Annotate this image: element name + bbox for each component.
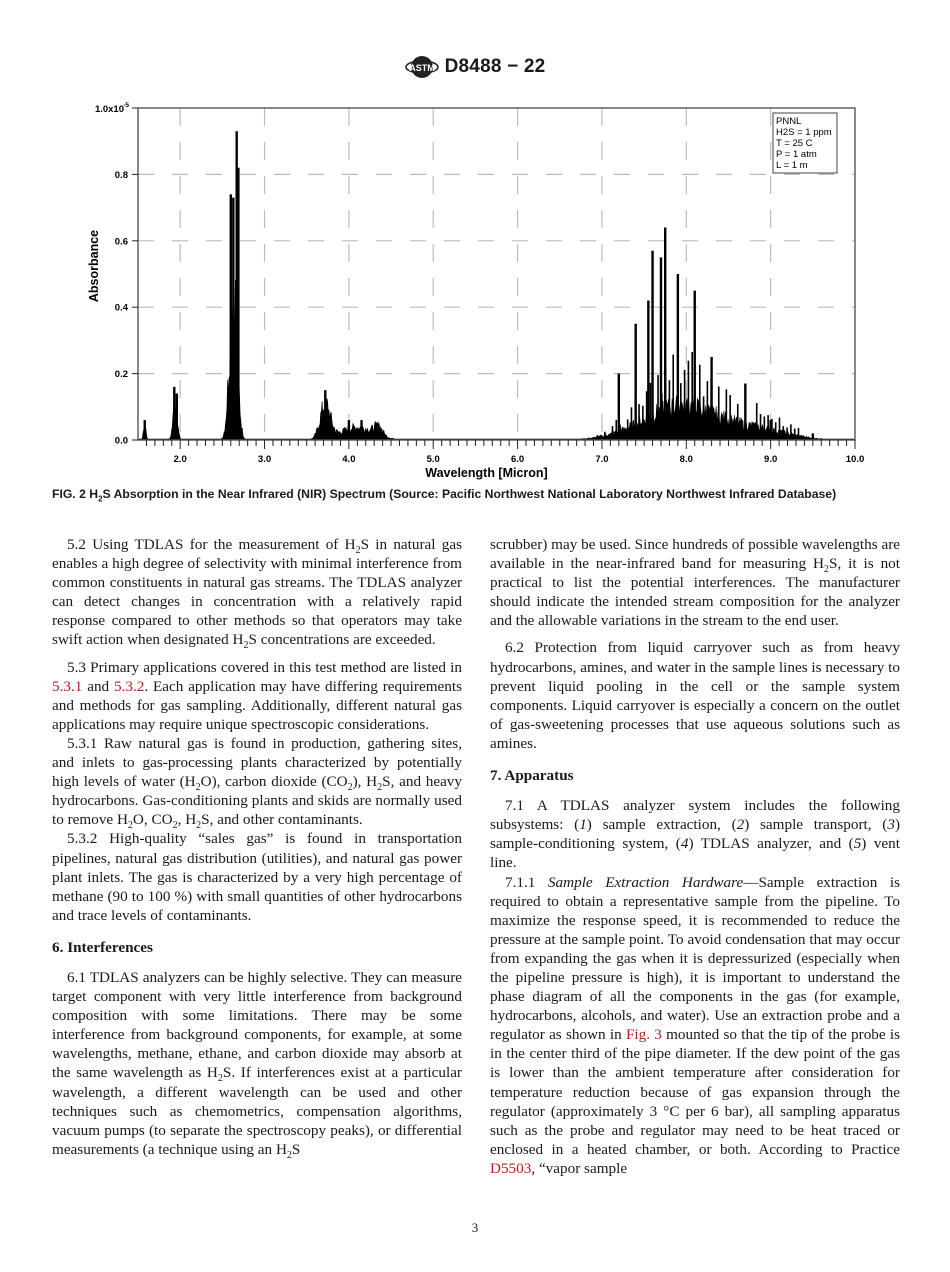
svg-text:0.6: 0.6: [114, 236, 128, 248]
page-number: 3: [471, 1220, 479, 1235]
svg-text:-5: -5: [123, 102, 129, 109]
svg-text:0.2: 0.2: [114, 369, 128, 381]
svg-text:Absorbance: Absorbance: [87, 229, 101, 303]
caption-text: S Absorption in the Near Infrared (NIR) Spectrum (Source: Pacific Northwest National Laboratory Northwest Infrared Database): [102, 487, 837, 501]
left-column: [52, 535, 462, 1159]
figure-caption: [52, 487, 912, 503]
svg-text:0.8: 0.8: [114, 169, 128, 181]
section-heading-interferences: 6. Interferences: [52, 938, 153, 956]
svg-text:5.0: 5.0: [426, 454, 440, 465]
page-header: [0, 52, 950, 82]
caption-sub: 2: [98, 494, 103, 504]
right-column: [490, 535, 900, 1178]
svg-text:7.0: 7.0: [595, 454, 609, 465]
paragraph-5-3-2: 5.3.2 High-quality “sales gas” is found in transportation pipelines, natural gas distribution (utilities), and natural gas power plant inlets. The gas is characterized by a very high percentage of methane (90 to 100 %) with small quantities of other hydrocarbons and trace levels of contaminants.: [52, 830, 462, 924]
svg-text:PNNL: PNNL: [776, 116, 802, 127]
svg-text:L = 1 m: L = 1 m: [776, 160, 808, 171]
paragraph-7-1-1: 7.1.1 Sample Extraction Hardware—Sample extraction is required to obtain a representative sample from the pipeline. To maximize the response speed, it is recommended to reduce the pressure at the sample point. To avoid condensation that may occur from expanding the gas when it is depressurized (especially when the pipeline pressure is high), it is important to understand the phase diagram of all the components in the gas (for example, hydrocarbons, alcohols, and water). Use an extraction probe and a regulator as shown in Fig. 3 mounted so that the tip of the probe is in the center third of the pipe diameter. If the dew point of the gas is lower than the ambient temperature after consideration for temperature reduction because of gas expansion through the regulator (approximately 3 °C per 6 bar), all sampling apparatus such as the probe and regulator may need to be heat traced or enclosed in a heated chamber, or both. According to Practice D5503, “vapor sample: [490, 873, 900, 1177]
paragraph-5-3: 5.3 Primary applications covered in this test method are listed in 5.3.1 and 5.3.2. Each application may have differing requirements and methods for gas sampling. Additionally, different natural gas applications may require unique spectroscopic considerations.: [52, 658, 462, 733]
caption-text: FIG. 2 H: [52, 487, 99, 501]
svg-text:0.0: 0.0: [114, 435, 128, 447]
paragraph-5-2: 5.2 Using TDLAS for the measurement of $H_2S$ in natural gas enables a high degree of selectivity with minimal interference from common constituents in natural gas streams. The TDLAS analyzer can detect changes in concentration with a relatively rapid response compared to other methods so that operators may take swift action when designated $H_2S$ concentrations are exceeded.: [52, 536, 462, 652]
svg-text:3.0: 3.0: [257, 454, 272, 465]
svg-text:6.0: 6.0: [510, 454, 525, 465]
svg-text:H2S = 1 ppm: H2S = 1 ppm: [776, 127, 832, 138]
document-code: D8488 − 22: [444, 56, 546, 77]
svg-text:0.4: 0.4: [114, 302, 128, 314]
link-fig-3[interactable]: Fig. 3: [625, 1026, 662, 1044]
link-5-3-2[interactable]: 5.3.2: [113, 677, 145, 695]
paragraph-5-3-1: 5.3.1 Raw natural gas is found in production, gathering sites, and inlets to gas-processing plants characterized by potentially high levels of water $(H_2O)$, carbon dioxide $(CO_2)$, $H_2S$, and heavy hydrocarbons. Gas-conditioning plants and skids are normally used to remove $H_2O$, $CO_2$, $H_2S$, and other contaminants.: [52, 734, 462, 832]
svg-text:2.0: 2.0: [173, 454, 187, 465]
svg-text:Wavelength [Micron]: Wavelength [Micron]: [425, 466, 548, 480]
paragraph-6-2: 6.2 Protection from liquid carryover such as from heavy hydrocarbons, amines, and water in the sample lines is necessary to prevent liquid pooling in the cell or the sample system components. Liquid carryover is especially a concern on the outlet of gas-sweetening processes that use aqueous solutions such as amines.: [490, 639, 900, 752]
link-5-3-1[interactable]: 5.3.1: [52, 677, 83, 695]
paragraph-6-1: 6.1 TDLAS analyzers can be highly selective. They can measure target component with very little interference from background composition with some limitations. There may be some interference from background components, for example, at some wavelengths, methane, ethane, and carbon dioxide may absorb at the same wavelength as $H_2S$. If interferences exist at a particular wavelength, a different wavelength can be used and other techniques such as chemometrics, compensation algorithms, vacuum pumps (to separate the spectroscopy peaks), or differential measurements (a technique using an $H_2S$: [52, 968, 462, 1161]
svg-text:10.0: 10.0: [845, 454, 865, 465]
paragraph-6-1-continued: scrubber) may be used. Since hundreds of possible wavelengths are available in the near-infrared band for measuring $H_2S$, it is not practical to list the potential interferences. The manufacturer should indicate the intended stream composition for the analyzer and the allowable variations in the stream to the end user.: [490, 536, 900, 630]
absorption-spectrum-chart: [0, 95, 950, 490]
svg-text:ASTM: ASTM: [408, 63, 435, 73]
svg-text:P = 1 atm: P = 1 atm: [776, 149, 817, 160]
astm-logo-icon: [405, 52, 439, 82]
svg-text:9.0: 9.0: [764, 454, 778, 465]
section-heading-apparatus: 7. Apparatus: [490, 767, 574, 785]
chart-canvas: [0, 95, 950, 490]
link-d5503[interactable]: D5503: [490, 1159, 532, 1177]
svg-text:4.0: 4.0: [342, 454, 356, 465]
paragraph-7-1: 7.1 A TDLAS analyzer system includes the following subsystems: (1) sample extraction, (2) sample transport, (3) sample-conditioning system, (4) TDLAS analyzer, and (5) vent line.: [490, 797, 900, 872]
svg-text:T = 25 C: T = 25 C: [776, 138, 813, 149]
svg-text:1.0x10: 1.0x10: [94, 104, 124, 115]
svg-text:8.0: 8.0: [679, 454, 693, 465]
